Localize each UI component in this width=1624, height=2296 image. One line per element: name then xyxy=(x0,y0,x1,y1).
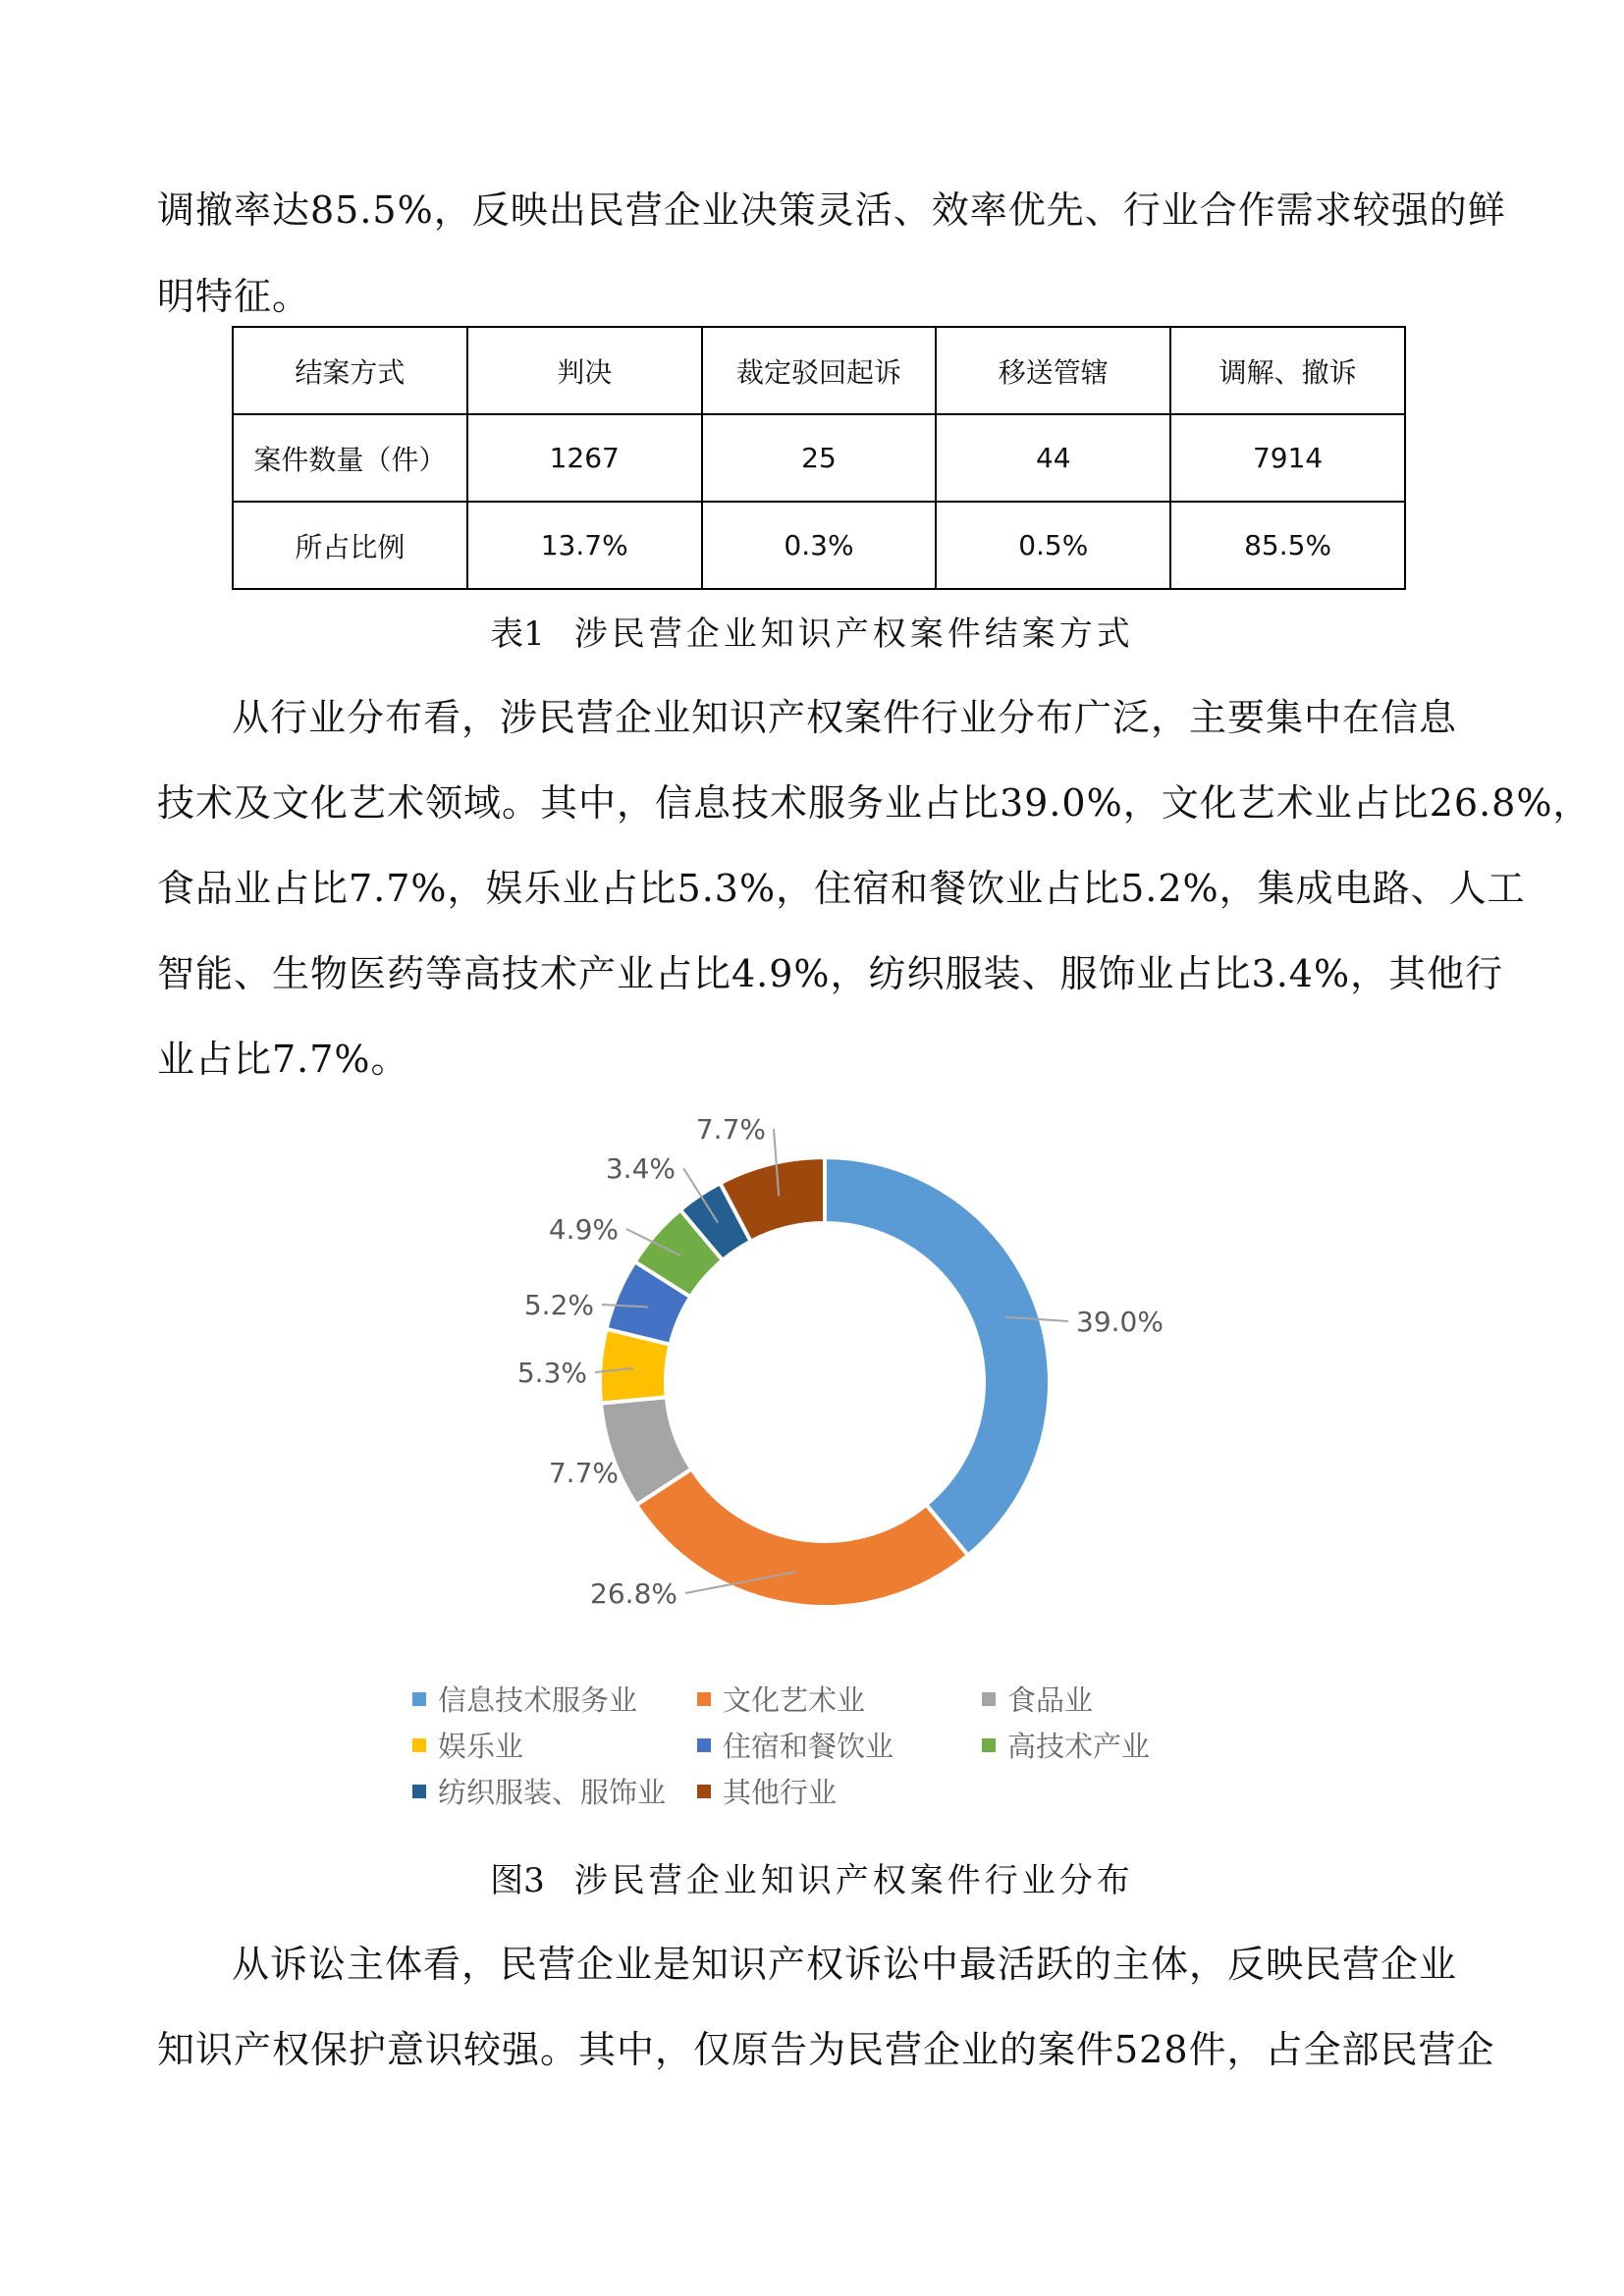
table-row xyxy=(233,502,1405,589)
figure-caption-title: 涉民营企业知识产权案件行业分布 xyxy=(573,1861,1134,1900)
data-label: 7.7% xyxy=(695,1113,766,1146)
data-label: 5.3% xyxy=(516,1357,587,1389)
industry-paragraph xyxy=(157,675,1592,1102)
legend-swatch xyxy=(697,1785,711,1798)
table-cell: 1267 xyxy=(467,414,702,502)
legend-label: 其他行业 xyxy=(723,1776,838,1809)
paragraph-line: 业占比7.7%。 xyxy=(157,1038,409,1081)
data-label: 3.4% xyxy=(605,1152,676,1185)
table-header-row xyxy=(233,327,1405,414)
paragraph-line: 智能、生物医药等高技术产业占比4.9%，纺织服装、服饰业占比3.4%，其他行 xyxy=(157,952,1504,995)
legend-label: 食品业 xyxy=(1007,1683,1094,1717)
table-header-cell: 结案方式 xyxy=(233,327,467,414)
table-row xyxy=(233,414,1405,502)
legend-swatch xyxy=(412,1692,426,1706)
table-cell: 所占比例 xyxy=(233,502,467,589)
legend-swatch xyxy=(697,1738,711,1752)
data-label: 4.9% xyxy=(548,1213,619,1246)
legend-swatch xyxy=(982,1738,996,1752)
paragraph-line: 食品业占比7.7%，娱乐业占比5.3%，住宿和餐饮业占比5.2%，集成电路、人工 xyxy=(157,867,1526,910)
legend-item xyxy=(412,1679,637,1719)
case-closure-table xyxy=(232,326,1406,590)
donut-slice xyxy=(636,1469,968,1607)
data-label: 5.2% xyxy=(523,1289,594,1321)
paragraph-line: 从诉讼主体看，民营企业是知识产权诉讼中最活跃的主体，反映民营企业 xyxy=(232,1943,1458,1986)
data-label: 39.0% xyxy=(1076,1306,1164,1338)
table-cell: 0.3% xyxy=(702,502,937,589)
legend-label: 纺织服装、服饰业 xyxy=(438,1776,667,1809)
table-caption-number: 表1 xyxy=(490,614,545,654)
table-cell: 25 xyxy=(702,414,937,502)
legend-item xyxy=(697,1725,893,1765)
legend-item xyxy=(697,1679,865,1719)
table-header-cell: 裁定驳回起诉 xyxy=(702,327,937,414)
table-header-cell: 调解、撤诉 xyxy=(1170,327,1405,414)
legend-label: 高技术产业 xyxy=(1007,1730,1151,1763)
figure-caption-number: 图3 xyxy=(490,1861,545,1900)
legend-swatch xyxy=(412,1785,426,1798)
figure-caption xyxy=(0,1853,1624,1901)
table-header-cell: 移送管辖 xyxy=(936,327,1170,414)
table-cell: 44 xyxy=(936,414,1170,502)
litigant-paragraph xyxy=(157,1922,1495,2093)
intro-paragraph xyxy=(157,167,1506,340)
legend-label: 文化艺术业 xyxy=(723,1683,866,1717)
legend-item xyxy=(412,1725,523,1765)
legend-label: 住宿和餐饮业 xyxy=(723,1730,894,1763)
paragraph-line: 明特征。 xyxy=(157,275,311,318)
paragraph-line: 知识产权保护意识较强。其中，仅原告为民营企业的案件528件，占全部民营企 xyxy=(157,2028,1495,2071)
legend-item xyxy=(412,1771,666,1811)
paragraph-line: 调撤率达85.5%，反映出民营企业决策灵活、效率优先、行业合作需求较强的鲜 xyxy=(157,188,1506,232)
table-caption-title: 涉民营企业知识产权案件结案方式 xyxy=(573,614,1134,654)
legend-item xyxy=(697,1771,837,1811)
donut-slice xyxy=(825,1157,1050,1555)
paragraph-line: 从行业分布看，涉民营企业知识产权案件行业分布广泛，主要集中在信息 xyxy=(232,696,1458,739)
data-label: 26.8% xyxy=(590,1577,677,1610)
paragraph-line: 技术及文化艺术领域。其中，信息技术服务业占比39.0%，文化艺术业占比26.8%， xyxy=(157,781,1592,825)
table-header-cell: 判决 xyxy=(467,327,702,414)
legend-label: 信息技术服务业 xyxy=(438,1683,638,1717)
legend-swatch xyxy=(697,1692,711,1706)
legend-swatch xyxy=(982,1692,996,1706)
table-cell: 13.7% xyxy=(467,502,702,589)
legend-swatch xyxy=(412,1738,426,1752)
table-cell: 案件数量（件） xyxy=(233,414,467,502)
legend-label: 娱乐业 xyxy=(438,1730,524,1763)
legend-item xyxy=(982,1679,1093,1719)
industry-donut-chart xyxy=(412,1090,1218,1639)
table-caption xyxy=(0,607,1624,655)
table-cell: 0.5% xyxy=(936,502,1170,589)
legend-item xyxy=(982,1725,1150,1765)
table-cell: 7914 xyxy=(1170,414,1405,502)
data-label: 7.7% xyxy=(548,1457,619,1489)
table-cell: 85.5% xyxy=(1170,502,1405,589)
